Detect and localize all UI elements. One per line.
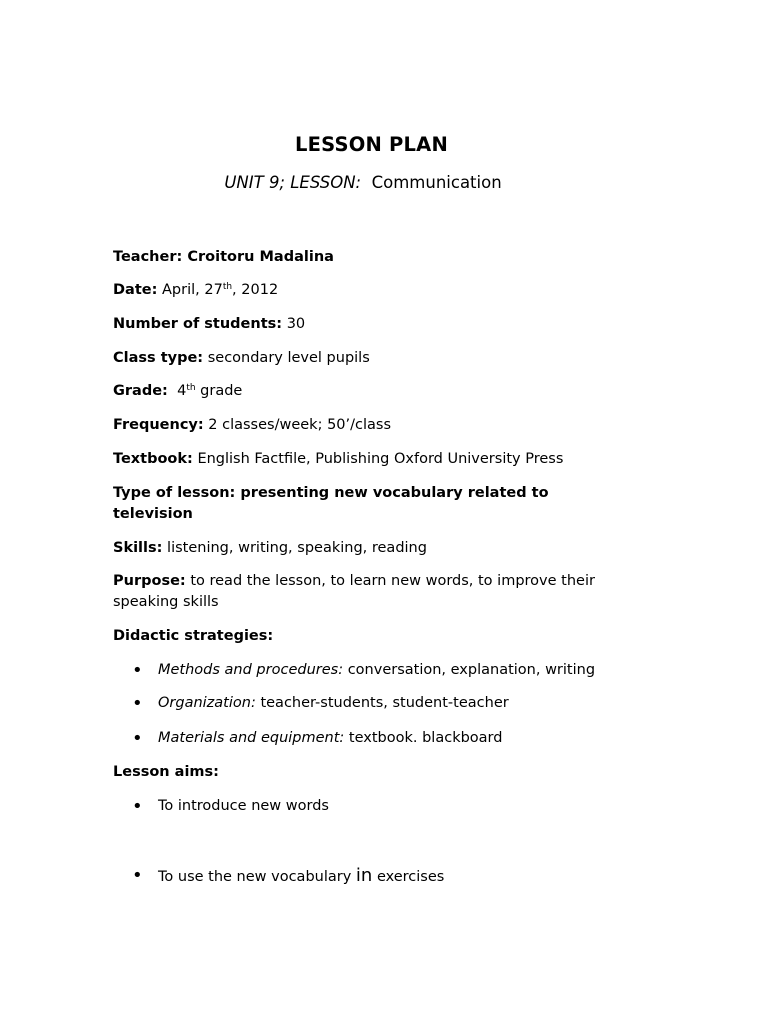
grade-line (113, 381, 653, 402)
bullet-icon: • (132, 693, 143, 714)
date-value (162, 282, 278, 298)
teacher-label: Teacher: (113, 249, 183, 265)
lesson-subtitle (0, 173, 726, 192)
grade-value-suffix: th (186, 383, 196, 393)
textbook-label: Textbook: (113, 451, 193, 467)
grade-value-word: grade (200, 383, 243, 399)
organization-value: teacher-students, student-teacher (260, 695, 509, 711)
grade-value (177, 383, 242, 399)
bullet-icon: • (132, 728, 143, 749)
page-title: LESSON PLAN (295, 133, 448, 156)
class-type-line (113, 348, 653, 369)
textbook-value: English Factfile, Publishing Oxford University Press (197, 451, 564, 467)
aim-1-text: To introduce new words (158, 798, 329, 814)
class-type-label: Class type: (113, 350, 204, 366)
frequency-label: Frequency: (113, 417, 204, 433)
aim-2-text-in: in (355, 865, 373, 886)
list-item-text (158, 660, 595, 681)
methods-label: Methods and procedures: (158, 662, 344, 678)
date-line (113, 280, 653, 301)
students-label: Number of students: (113, 316, 283, 332)
aim-2-text-end: exercises (376, 869, 445, 885)
date-value-year: , 2012 (232, 282, 279, 298)
class-type-value: secondary level pupils (207, 350, 370, 366)
students-value: 30 (286, 316, 306, 332)
skills-label: Skills: (113, 540, 163, 556)
date-value-main: April, 27 (162, 282, 223, 298)
purpose-label: Purpose: (113, 573, 186, 589)
skills-value: listening, writing, speaking, reading (167, 540, 427, 556)
lesson-type-line (113, 483, 583, 525)
organization-label: Organization: (158, 695, 256, 711)
purpose-line (113, 571, 628, 613)
aim-2-text (158, 865, 444, 888)
aims-heading: Lesson aims: (113, 764, 219, 780)
date-label: Date: (113, 282, 158, 298)
grade-label: Grade: (113, 383, 168, 399)
frequency-line (113, 415, 653, 436)
didactic-heading: Didactic strategies: (113, 628, 274, 644)
materials-label: Materials and equipment: (158, 730, 345, 746)
lesson-type-value: presenting new vocabulary related to television (113, 485, 549, 522)
bullet-icon: • (132, 865, 143, 886)
skills-line (113, 538, 653, 559)
list-item-text (158, 693, 509, 714)
students-line (113, 314, 653, 335)
lesson-type-label: Type of lesson: (113, 485, 236, 501)
bullet-icon: • (132, 796, 143, 817)
lesson-name: Communication (371, 173, 502, 192)
methods-value: conversation, explanation, writing (347, 662, 596, 678)
teacher-value: Croitoru Madalina (187, 249, 334, 265)
date-value-suffix: th (222, 282, 233, 292)
aim-2-text-start: To use the new vocabulary (158, 869, 352, 885)
materials-value: textbook. blackboard (348, 730, 503, 746)
bullet-icon: • (132, 660, 143, 681)
textbook-line (113, 449, 653, 470)
list-item-text (158, 728, 502, 749)
grade-value-number: 4 (177, 383, 187, 399)
frequency-value: 2 classes/week; 50’/class (208, 417, 392, 433)
teacher-line (113, 247, 653, 268)
unit-label: UNIT 9; LESSON: (224, 173, 362, 192)
purpose-value: to read the lesson, to learn new words, to improve their speaking skills (113, 573, 595, 610)
